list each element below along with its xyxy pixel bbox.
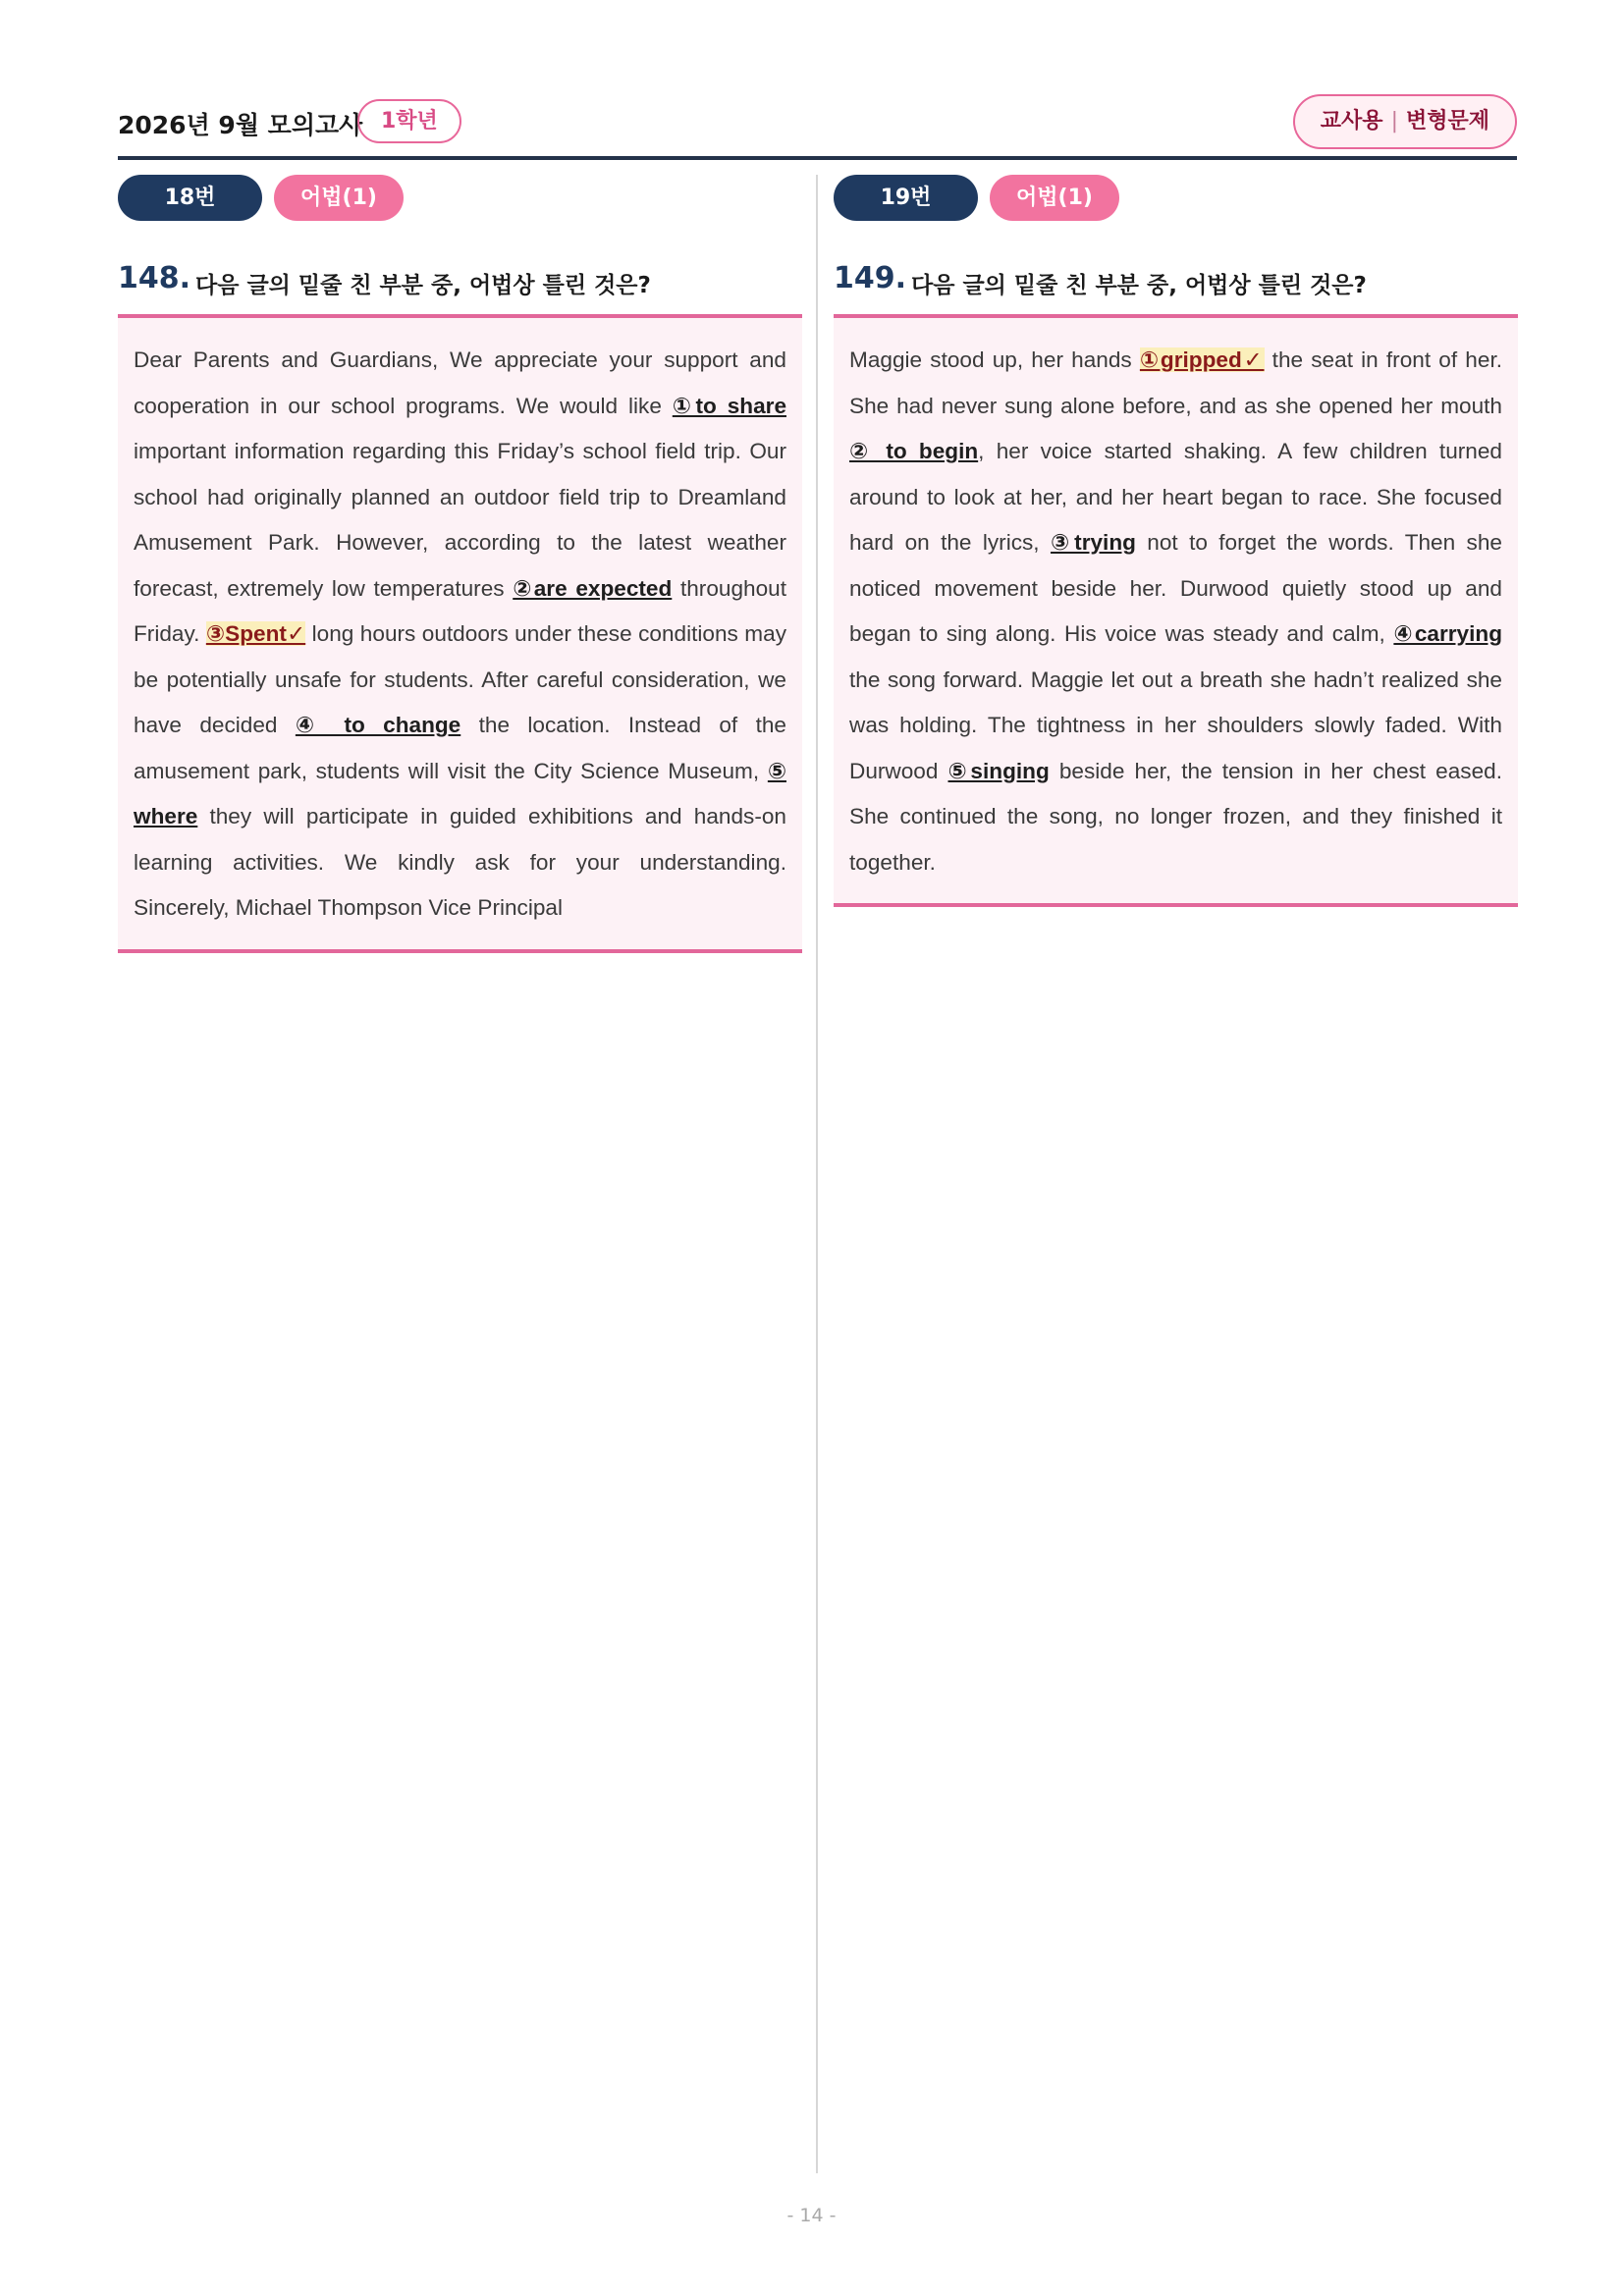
question-type-tag: 어법(1) [274, 175, 404, 221]
badge-separator: | [1390, 109, 1398, 133]
passage-run: not to forget the words. Then she noticed movement beside her. Durwood quietly stood up and began to sing along. His voice was steady and calm, [849, 530, 1502, 646]
underlined-choice: ② to begin [849, 439, 979, 463]
question-prompt: 다음 글의 밑줄 친 부분 중, 어법상 틀린 것은? [195, 273, 651, 298]
passage-text [849, 338, 1502, 885]
question-type-tag: 어법(1) [990, 175, 1119, 221]
passage-run: they will participate in guided exhibitions and hands-on learning activities. We kindly ask for your understanding. Sincerely, Michael Thompson Vice Principal [134, 804, 786, 920]
tag-row [834, 175, 1518, 222]
passage-run: Maggie stood up, her hands [849, 347, 1140, 372]
question-number: 149. [834, 261, 907, 295]
answer-choice: ③Spent✓ [205, 621, 306, 646]
exam-title: 2026년 9월 모의고사 [118, 111, 363, 139]
underlined-choice: ④carrying [1393, 621, 1502, 646]
passage-box [834, 314, 1518, 907]
passage-box [118, 314, 802, 953]
passage-run: the song forward. Maggie let out a breath she hadn’t realized she was holding. The tightness in her shoulders slowly faded. With Durwood [849, 667, 1502, 783]
answer-choice: ①gripped✓ [1139, 347, 1265, 372]
passage-run: important information regarding this Friday’s school field trip. Our school had originally planned an outdoor field trip to Dreamland Amusement Park. However, according to the latest weather forecast, extremely low temperatures [134, 439, 786, 601]
underlined-choice: ⑤ where [134, 758, 786, 828]
underlined-choice: ⑤singing [947, 758, 1050, 783]
passage-run: , her voice started shaking. A few children turned around to look at her, and her heart began to race. She focused hard on the lyrics, [849, 439, 1502, 555]
left-question-column [118, 175, 802, 953]
item-number-tag: 18번 [118, 175, 262, 221]
right-question-column [834, 175, 1518, 907]
teacher-badge [1293, 94, 1517, 149]
tag-row [118, 175, 802, 222]
question-heading [118, 261, 802, 302]
passage-run: the seat in front of her. She had never sung alone before, and as she opened her mouth [849, 347, 1502, 418]
header-divider [118, 156, 1517, 160]
underlined-choice: ①to share [672, 393, 787, 418]
passage-run: long hours outdoors under these conditions may be potentially unsafe for students. After careful consideration, we have decided [134, 621, 786, 737]
underlined-choice: ②are expected [513, 575, 673, 601]
passage-run: beside her, the tension in her chest eased. She continued the song, no longer frozen, and they finished it together. [849, 758, 1502, 875]
page-header [118, 94, 1517, 155]
question-number: 148. [118, 261, 191, 295]
underlined-choice: ③trying [1050, 530, 1136, 555]
item-number-tag: 19번 [834, 175, 978, 221]
column-divider [816, 175, 818, 2173]
passage-text [134, 338, 786, 932]
passage-run: throughout Friday. [134, 575, 786, 646]
page-number: - 14 - [786, 2205, 837, 2226]
teacher-label: 교사용 [1320, 109, 1383, 133]
passage-run: the location. Instead of the amusement park, students will visit the City Science Museum, [134, 713, 786, 783]
underlined-choice: ④ to change [295, 713, 461, 737]
passage-run: Dear Parents and Guardians, We appreciate your support and cooperation in our school programs. We would like [134, 347, 786, 418]
question-prompt: 다음 글의 밑줄 친 부분 중, 어법상 틀린 것은? [911, 273, 1367, 298]
question-heading [834, 261, 1518, 302]
grade-badge: 1학년 [357, 99, 461, 143]
variant-label: 변형문제 [1405, 109, 1489, 133]
